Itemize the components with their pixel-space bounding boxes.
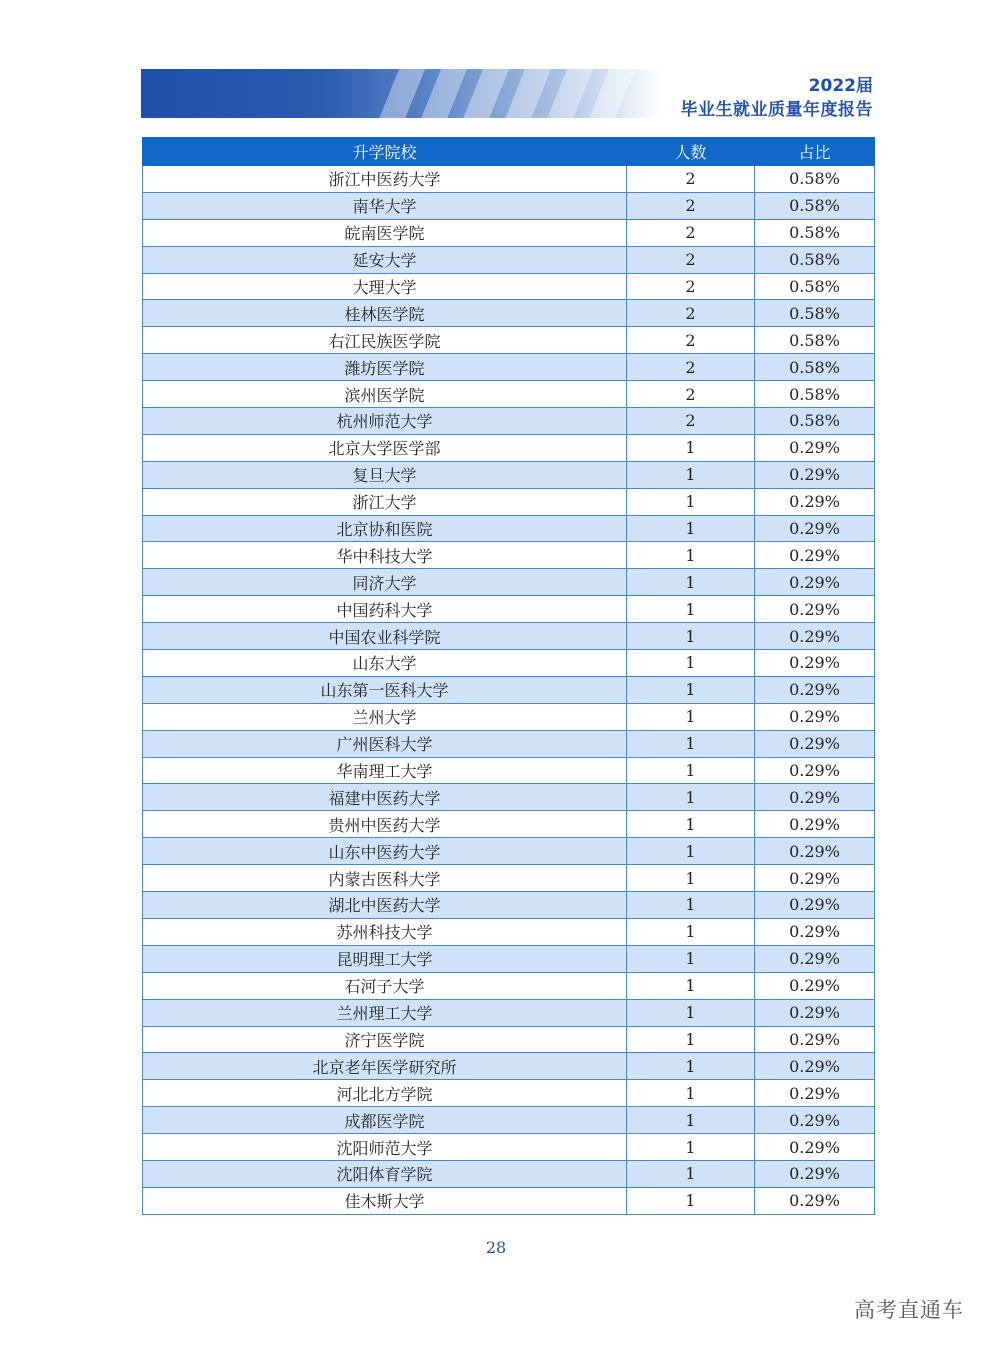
- cell-count: 1: [627, 1160, 755, 1187]
- cell-count: 1: [627, 488, 755, 515]
- cell-percentage: 0.29%: [755, 596, 875, 623]
- cell-percentage: 0.58%: [755, 219, 875, 246]
- cell-percentage: 0.29%: [755, 1026, 875, 1053]
- cell-school: 中国药科大学: [143, 596, 627, 623]
- cell-school: 复旦大学: [143, 461, 627, 488]
- cell-percentage: 0.58%: [755, 408, 875, 435]
- cell-count: 1: [627, 1134, 755, 1161]
- cell-count: 1: [627, 865, 755, 892]
- cell-school: 皖南医学院: [143, 219, 627, 246]
- cell-percentage: 0.29%: [755, 434, 875, 461]
- report-year: 2022届: [808, 76, 873, 96]
- cell-percentage: 0.58%: [755, 246, 875, 273]
- cell-count: 1: [627, 972, 755, 999]
- cell-percentage: 0.29%: [755, 865, 875, 892]
- cell-percentage: 0.29%: [755, 730, 875, 757]
- cell-percentage: 0.29%: [755, 488, 875, 515]
- cell-count: 1: [627, 542, 755, 569]
- cell-percentage: 0.29%: [755, 1080, 875, 1107]
- table-row: [143, 1134, 875, 1161]
- cell-school: 福建中医药大学: [143, 784, 627, 811]
- table-row: [143, 434, 875, 461]
- cell-count: 2: [627, 300, 755, 327]
- table-row: [143, 703, 875, 730]
- banner-stripe: [375, 69, 429, 118]
- table-row: [143, 892, 875, 919]
- banner-stripe: [543, 69, 597, 118]
- cell-count: 1: [627, 703, 755, 730]
- cell-school: 华中科技大学: [143, 542, 627, 569]
- table-row: [143, 1160, 875, 1187]
- table-row: [143, 945, 875, 972]
- cell-percentage: 0.29%: [755, 650, 875, 677]
- cell-count: 1: [627, 1080, 755, 1107]
- cell-count: 1: [627, 1053, 755, 1080]
- cell-school: 广州医科大学: [143, 730, 627, 757]
- cell-percentage: 0.29%: [755, 461, 875, 488]
- table-row: [143, 192, 875, 219]
- table-row: [143, 784, 875, 811]
- cell-count: 1: [627, 918, 755, 945]
- table-row: [143, 650, 875, 677]
- cell-percentage: 0.29%: [755, 676, 875, 703]
- cell-count: 1: [627, 757, 755, 784]
- cell-count: 1: [627, 892, 755, 919]
- cell-school: 贵州中医药大学: [143, 811, 627, 838]
- column-header-percentage: 占比: [755, 138, 875, 166]
- column-header-school: 升学院校: [143, 138, 627, 166]
- cell-percentage: 0.29%: [755, 972, 875, 999]
- table-row: [143, 1080, 875, 1107]
- cell-school: 浙江中医药大学: [143, 166, 627, 193]
- cell-percentage: 0.29%: [755, 515, 875, 542]
- cell-school: 山东第一医科大学: [143, 676, 627, 703]
- cell-count: 2: [627, 354, 755, 381]
- table-row: [143, 865, 875, 892]
- cell-percentage: 0.29%: [755, 892, 875, 919]
- table-row: [143, 381, 875, 408]
- table-row: [143, 1053, 875, 1080]
- cell-count: 2: [627, 192, 755, 219]
- cell-school: 桂林医学院: [143, 300, 627, 327]
- header-banner: [141, 69, 661, 118]
- cell-count: 1: [627, 1187, 755, 1214]
- table-row: [143, 300, 875, 327]
- cell-school: 苏州科技大学: [143, 918, 627, 945]
- banner-stripe: [585, 69, 639, 118]
- cell-percentage: 0.58%: [755, 166, 875, 193]
- cell-school: 右江民族医学院: [143, 327, 627, 354]
- cell-school: 同济大学: [143, 569, 627, 596]
- cell-count: 2: [627, 166, 755, 193]
- table-row: [143, 461, 875, 488]
- cell-count: 1: [627, 434, 755, 461]
- cell-percentage: 0.29%: [755, 703, 875, 730]
- table-row: [143, 219, 875, 246]
- page-number: 28: [485, 1238, 507, 1257]
- table-row: [143, 1187, 875, 1214]
- table-row: [143, 273, 875, 300]
- cell-count: 1: [627, 569, 755, 596]
- cell-count: 1: [627, 596, 755, 623]
- table-row: [143, 246, 875, 273]
- cell-school: 兰州理工大学: [143, 999, 627, 1026]
- table-row: [143, 623, 875, 650]
- table-row: [143, 676, 875, 703]
- cell-school: 北京老年医学研究所: [143, 1053, 627, 1080]
- cell-count: 1: [627, 1107, 755, 1134]
- table-row: [143, 811, 875, 838]
- cell-percentage: 0.29%: [755, 623, 875, 650]
- cell-school: 滨州医学院: [143, 381, 627, 408]
- cell-school: 河北北方学院: [143, 1080, 627, 1107]
- cell-school: 佳木斯大学: [143, 1187, 627, 1214]
- cell-count: 1: [627, 515, 755, 542]
- table-row: [143, 596, 875, 623]
- cell-count: 1: [627, 945, 755, 972]
- cell-percentage: 0.29%: [755, 569, 875, 596]
- cell-percentage: 0.58%: [755, 354, 875, 381]
- cell-percentage: 0.29%: [755, 999, 875, 1026]
- table-row: [143, 1026, 875, 1053]
- cell-percentage: 0.29%: [755, 1134, 875, 1161]
- cell-school: 济宁医学院: [143, 1026, 627, 1053]
- cell-percentage: 0.29%: [755, 945, 875, 972]
- table-row: [143, 918, 875, 945]
- watermark: 高考直通车: [854, 1298, 964, 1322]
- cell-school: 北京协和医院: [143, 515, 627, 542]
- cell-percentage: 0.58%: [755, 273, 875, 300]
- cell-school: 成都医学院: [143, 1107, 627, 1134]
- cell-count: 1: [627, 784, 755, 811]
- table-header-row: [143, 138, 875, 166]
- cell-school: 延安大学: [143, 246, 627, 273]
- cell-count: 2: [627, 381, 755, 408]
- banner-stripe: [459, 69, 513, 118]
- table-row: [143, 408, 875, 435]
- table-row: [143, 1107, 875, 1134]
- table-row: [143, 757, 875, 784]
- table-row: [143, 166, 875, 193]
- cell-count: 2: [627, 327, 755, 354]
- cell-count: 2: [627, 246, 755, 273]
- table-row: [143, 972, 875, 999]
- cell-percentage: 0.58%: [755, 300, 875, 327]
- cell-school: 潍坊医学院: [143, 354, 627, 381]
- cell-count: 1: [627, 811, 755, 838]
- cell-school: 南华大学: [143, 192, 627, 219]
- cell-percentage: 0.29%: [755, 784, 875, 811]
- cell-percentage: 0.58%: [755, 192, 875, 219]
- banner-stripe: [501, 69, 555, 118]
- cell-school: 山东大学: [143, 650, 627, 677]
- cell-percentage: 0.29%: [755, 1053, 875, 1080]
- cell-percentage: 0.29%: [755, 838, 875, 865]
- cell-school: 浙江大学: [143, 488, 627, 515]
- cell-percentage: 0.29%: [755, 918, 875, 945]
- cell-count: 1: [627, 650, 755, 677]
- cell-school: 杭州师范大学: [143, 408, 627, 435]
- cell-count: 1: [627, 461, 755, 488]
- report-title: 毕业生就业质量年度报告: [680, 100, 873, 120]
- cell-school: 昆明理工大学: [143, 945, 627, 972]
- table-row: [143, 838, 875, 865]
- cell-school: 山东中医药大学: [143, 838, 627, 865]
- cell-count: 1: [627, 730, 755, 757]
- cell-count: 2: [627, 219, 755, 246]
- banner-stripe: [417, 69, 471, 118]
- cell-percentage: 0.58%: [755, 327, 875, 354]
- cell-count: 1: [627, 623, 755, 650]
- table-row: [143, 730, 875, 757]
- column-header-count: 人数: [627, 138, 755, 166]
- cell-percentage: 0.29%: [755, 1187, 875, 1214]
- cell-school: 中国农业科学院: [143, 623, 627, 650]
- cell-school: 内蒙古医科大学: [143, 865, 627, 892]
- table-row: [143, 354, 875, 381]
- cell-count: 2: [627, 408, 755, 435]
- table-row: [143, 327, 875, 354]
- cell-school: 大理大学: [143, 273, 627, 300]
- table-row: [143, 569, 875, 596]
- cell-percentage: 0.29%: [755, 542, 875, 569]
- cell-count: 2: [627, 273, 755, 300]
- cell-school: 石河子大学: [143, 972, 627, 999]
- cell-school: 沈阳师范大学: [143, 1134, 627, 1161]
- cell-school: 沈阳体育学院: [143, 1160, 627, 1187]
- table-row: [143, 542, 875, 569]
- cell-school: 兰州大学: [143, 703, 627, 730]
- cell-percentage: 0.58%: [755, 381, 875, 408]
- cell-count: 1: [627, 1026, 755, 1053]
- cell-percentage: 0.29%: [755, 1107, 875, 1134]
- cell-school: 北京大学医学部: [143, 434, 627, 461]
- cell-count: 1: [627, 676, 755, 703]
- table-row: [143, 488, 875, 515]
- cell-percentage: 0.29%: [755, 1160, 875, 1187]
- table-row: [143, 999, 875, 1026]
- table-row: [143, 515, 875, 542]
- cell-count: 1: [627, 838, 755, 865]
- cell-count: 1: [627, 999, 755, 1026]
- cell-school: 华南理工大学: [143, 757, 627, 784]
- enrollment-table: [142, 137, 875, 1215]
- cell-school: 湖北中医药大学: [143, 892, 627, 919]
- cell-percentage: 0.29%: [755, 757, 875, 784]
- cell-percentage: 0.29%: [755, 811, 875, 838]
